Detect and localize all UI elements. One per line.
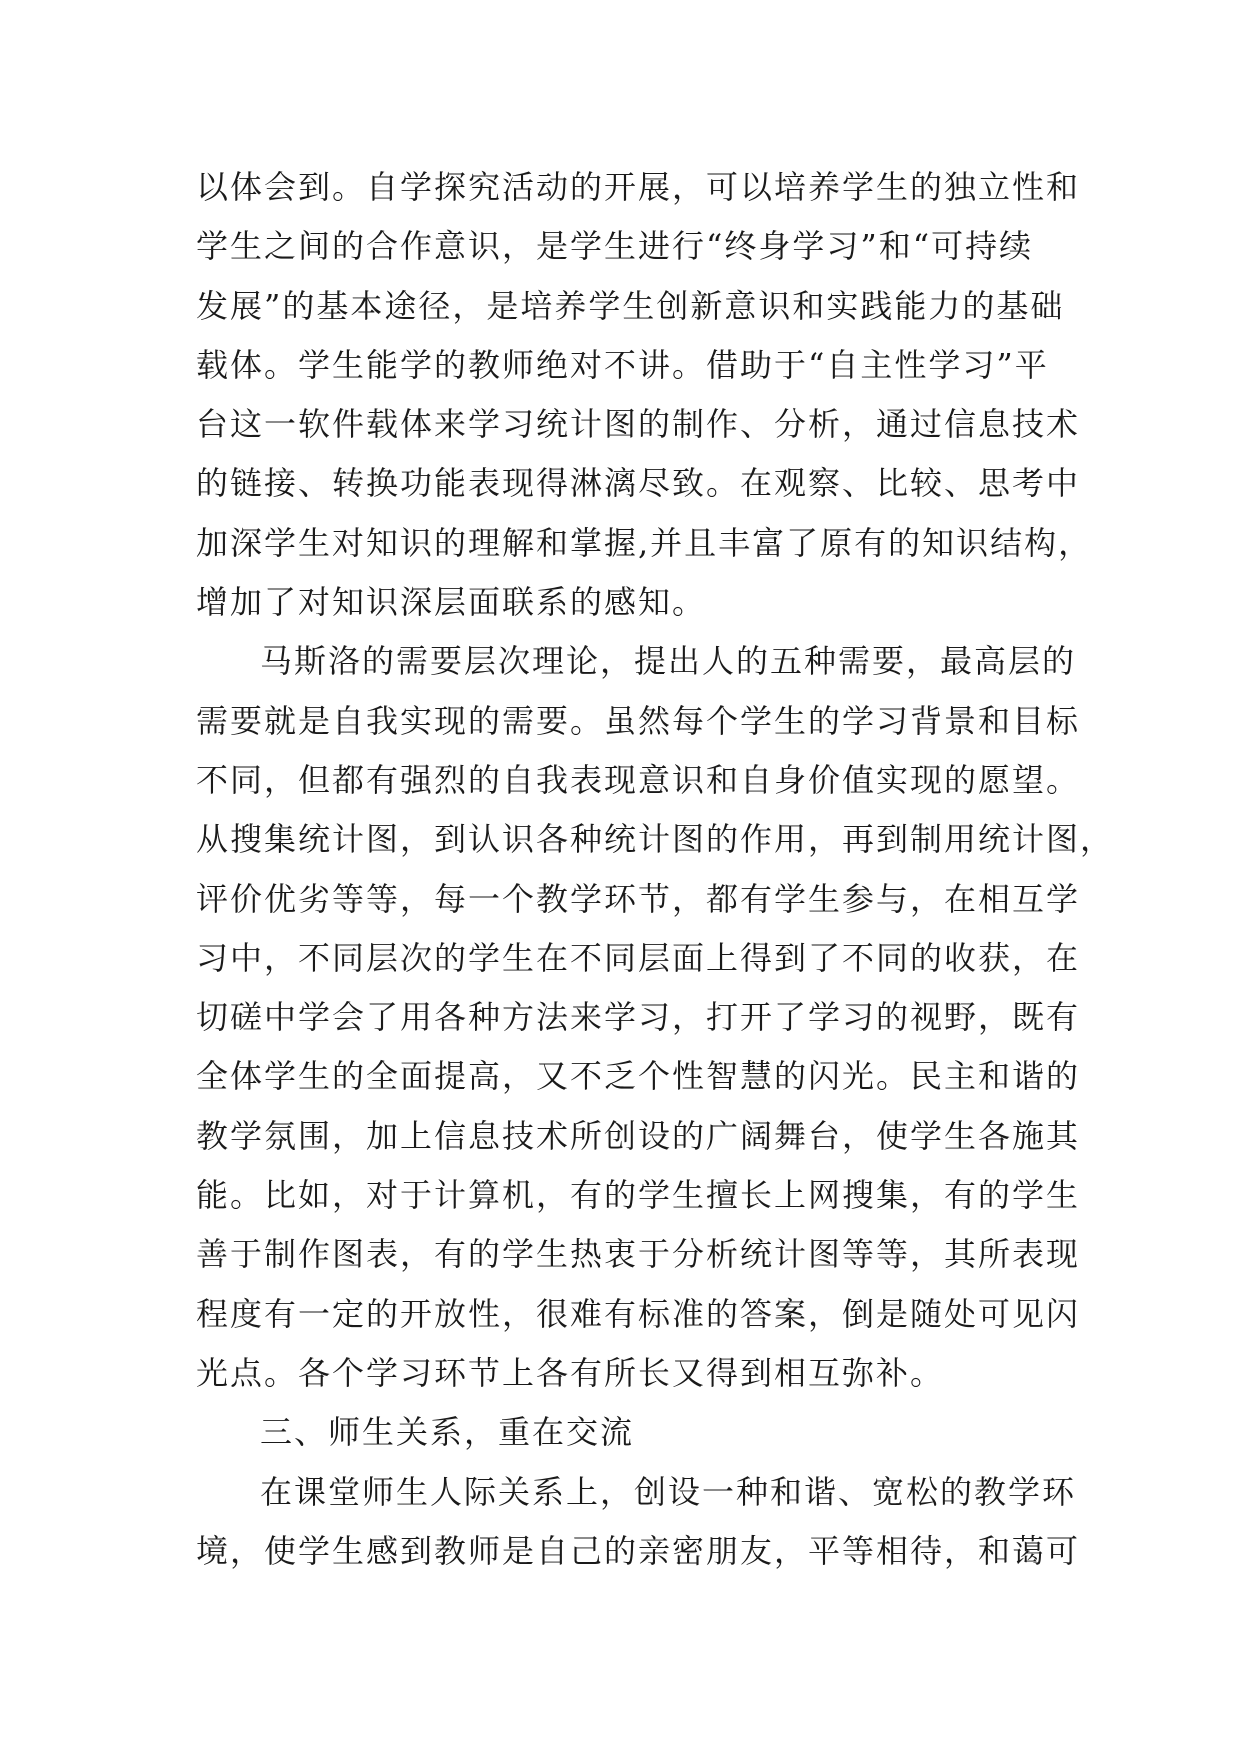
paragraph-start-line: 马斯洛的需要层次理论，提出人的五种需要，最高层的 [260, 642, 1077, 681]
text-line: 光点。各个学习环节上各有所长又得到相互弥补。 [196, 1353, 945, 1392]
text-line: 能。比如，对于计算机，有的学生擅长上网搜集，有的学生 [196, 1176, 1081, 1215]
text-line: 善于制作图表，有的学生热衷于分析统计图等等，其所表现 [196, 1235, 1081, 1274]
body-text [196, 158, 1115, 1581]
text-line: 增加了对知识深层面联系的感知。 [196, 583, 707, 622]
text-line: 以体会到。自学探究活动的开展，可以培养学生的独立性和 [196, 168, 1081, 206]
text-line: 不同，但都有强烈的自我表现意识和自身价值实现的愿望。 [196, 760, 1081, 799]
text-line: 发展”的基本途径，是培养学生创新意识和实践能力的基础 [196, 286, 1065, 325]
text-line: 境，使学生感到教师是自己的亲密朋友，平等相待，和蔼可 [196, 1531, 1081, 1570]
text-line: 切磋中学会了用各种方法来学习，打开了学习的视野，既有 [196, 998, 1081, 1037]
text-line: 加深学生对知识的理解和掌握,并且丰富了原有的知识结构， [196, 523, 1093, 562]
paragraph-start-line: 在课堂师生人际关系上，创设一种和谐、宽松的教学环 [260, 1472, 1077, 1511]
text-line: 全体学生的全面提高，又不乏个性智慧的闪光。民主和谐的 [196, 1057, 1081, 1096]
text-line: 教学氛围，加上信息技术所创设的广阔舞台，使学生各施其 [196, 1116, 1081, 1155]
text-line: 习中，不同层次的学生在不同层面上得到了不同的收获，在 [196, 938, 1081, 977]
text-line: 评价优劣等等，每一个教学环节，都有学生参与，在相互学 [196, 879, 1081, 918]
text-line: 程度有一定的开放性，很难有标准的答案，倒是随处可见闪 [196, 1294, 1081, 1333]
text-line: 的链接、转换功能表现得淋漓尽致。在观察、比较、思考中 [196, 464, 1081, 503]
text-line: 台这一软件载体来学习统计图的制作、分析，通过信息技术 [196, 405, 1081, 444]
text-line: 载体。学生能学的教师绝对不讲。借助于“自主性学习”平 [196, 345, 1049, 384]
text-line: 从搜集统计图，到认识各种统计图的作用，再到制用统计图， [196, 820, 1115, 859]
text-line: 需要就是自我实现的需要。虽然每个学生的学习背景和目标 [196, 701, 1081, 740]
section-heading: 三、师生关系，重在交流 [260, 1413, 635, 1452]
text-line: 学生之间的合作意识，是学生进行“终身学习”和“可持续 [196, 227, 1034, 266]
